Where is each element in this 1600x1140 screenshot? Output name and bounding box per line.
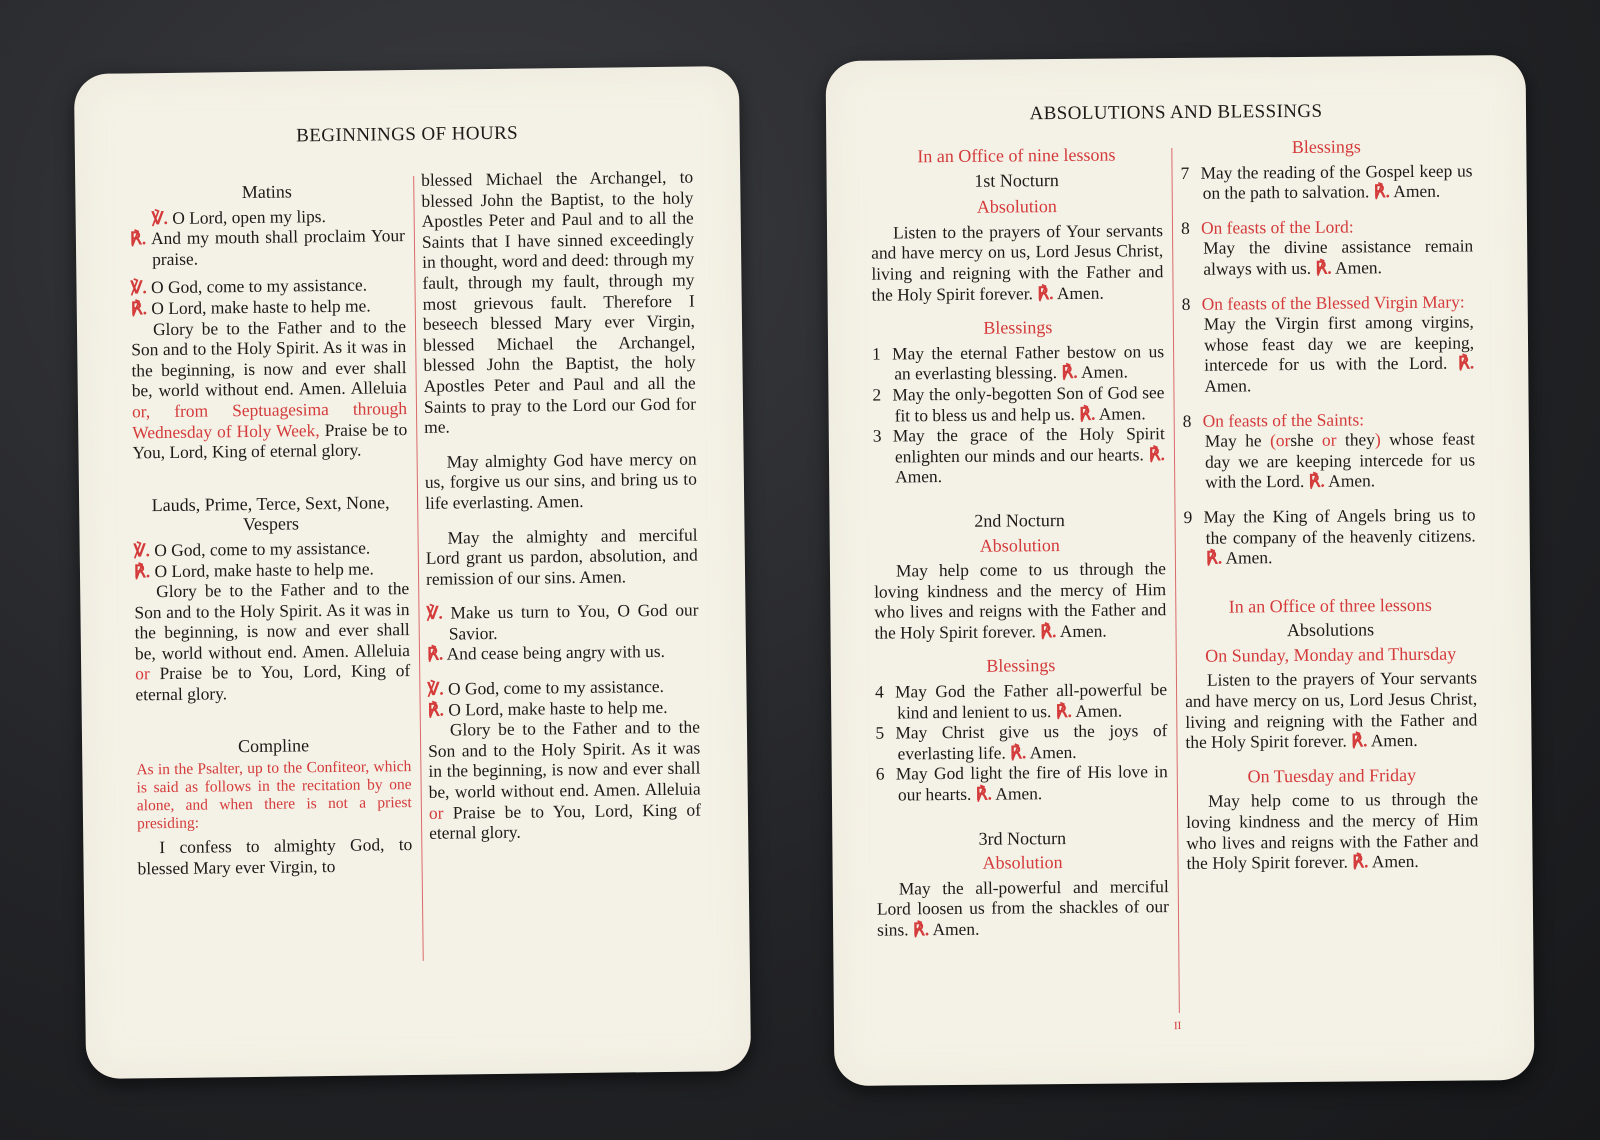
blessing-rubric: 8 On feasts of the Blessed Virgin Mary: (1181, 291, 1465, 314)
blessing-item: 1 May the eternal Father bestow on us an everlasting blessing. ℟. Amen. (872, 340, 1165, 384)
page-number: II (1173, 1020, 1182, 1033)
heading-nocturn-2: 2nd Nocturn (974, 509, 1065, 531)
blessing-item: 4 May God the Father all-powerful be kind and lenient to us. ℟. Amen. (874, 679, 1168, 723)
glory-be-text: Glory be to the Father and to the Son and to the Holy Spirit. As it was in the beginning, is now and ever shall be, world without end. Amen. Alleluia or, from Septuagesima through Wednesday of Holy Week, Praise be to You, Lord, King of eternal glory. (131, 315, 408, 463)
blessing-rubric: 8 On feasts of the Saints: (1182, 408, 1365, 431)
confiteor-continued: blessed Michael the Archangel, to blessed John the Baptist, to the holy Apostles Peter and Paul and to all the Saints that I have sinned exceedingly in thought, word and deed: through my fault, through my fault, through my most grievous fault. Therefore I beseech blessed Mary ever Virgin, blessed Michael the Archangel, blessed John the Baptist, the holy Apostles Peter and Paul and all the Saints to pray to the Lord our God for me. (421, 166, 697, 437)
left-column (129, 170, 413, 879)
absolution-text: Listen to the prayers of Your servants and have mercy on us, Lord Jesus Christ, living and reigning with the Father and the Holy Spirit forever. ℟. Amen. (871, 219, 1164, 305)
versicle: ℣. O God, come to my assistance. (130, 274, 368, 298)
absolution-text: May the all-powerful and merciful Lord loosen us from the shackles of our sins. ℟. Amen. (876, 875, 1170, 940)
rubric-note: As in the Psalter, up to the Confiteor, which is said as follows in the recitation by one alone, and when there is not a priest presiding: (136, 758, 412, 833)
heading-compline: Compline (237, 734, 310, 756)
right-column (1180, 135, 1478, 873)
absolution-text: May help come to us through the loving kindness and the mercy of Him who lives and reigns with the Father and the Holy Spirit forever. ℟. Amen. (1186, 788, 1479, 874)
heading-nocturn-1: 1st Nocturn (974, 169, 1059, 191)
blessing-item: 6 May God light the fire of His love in our hearts. ℟. Amen. (875, 761, 1168, 805)
blessing-item: 9 May the King of Angels bring us to the company of the heavenly citizens. ℟. Amen. (1183, 504, 1476, 568)
heading-matins: Matins (241, 181, 292, 203)
heading-tuesday-friday: On Tuesday and Friday (1247, 764, 1417, 787)
heading-lauds: Lauds, Prime, Terce, Sext, None, Vespers (151, 491, 390, 535)
versicle: ℣. O Lord, open my lips. (151, 205, 326, 228)
left-column (870, 138, 1169, 940)
heading-blessings: Blessings (986, 655, 1056, 677)
versicle: ℣. O God, come to my assistance. (133, 537, 371, 561)
response: ℟. O Lord, make haste to help me. (133, 557, 374, 581)
response: ℟. O Lord, make haste to help me. (130, 295, 371, 319)
blessing-item: 7 May the reading of the Gospel keep us on the path to salvation. ℟. Amen. (1180, 160, 1473, 203)
indulgentiam-text: May the almighty and merciful Lord grant us pardon, absolution, and remission of our sins. Amen. (425, 524, 698, 589)
heading-nine-lessons: In an Office of nine lessons (917, 144, 1116, 167)
heading-absolution: Absolution (979, 534, 1060, 556)
versicle: ℣. O God, come to my assistance. (427, 676, 665, 699)
blessing-item: 3 May the grace of the Holy Spirit enlighten our minds and our hearts. ℟. Amen. (872, 423, 1166, 487)
versicle: ℣. Make us turn to You, O God our Savior. (426, 599, 699, 644)
blessing-item: May the Virgin first among virgins, whose feast day we are keeping, intercede for us with the Lord. ℟. Amen. (1203, 311, 1475, 396)
heading-sunday-monday-thursday: On Sunday, Monday and Thursday (1205, 643, 1457, 666)
heading-three-lessons: In an Office of three lessons (1228, 594, 1432, 617)
card-title: BEGINNINGS OF HOURS (296, 122, 519, 147)
card-beginnings-of-hours (74, 66, 751, 1079)
blessing-item: May he (orshe or they) whose feast day we are keeping intercede for us with the Lord. ℟. Amen. (1204, 428, 1476, 493)
absolution-text: May help come to us through the loving kindness and the mercy of Him who lives and reigns with the Father and the Holy Spirit forever. ℟. Amen. (874, 558, 1167, 643)
heading-blessings: Blessings (1291, 136, 1361, 158)
blessing-item: May the divine assistance remain always with us. ℟. Amen. (1203, 235, 1474, 279)
heading-blessings: Blessings (983, 317, 1053, 338)
column-divider (1171, 148, 1180, 1013)
response: ℟. And cease being angry with us. (426, 641, 666, 665)
blessing-rubric: 8 On feasts of the Lord: (1180, 216, 1354, 238)
response: ℟. And my mouth shall proclaim Your praise. (129, 225, 406, 269)
glory-be-text: Glory be to the Father and to the Son and to the Holy Spirit. As it was in the beginning, is now and ever shall be, world without end. Amen. Alleluia or Praise be to You, Lord, King of eternal glory. (134, 578, 411, 705)
absolution-text: Listen to the prayers of Your servants and have mercy on us, Lord Jesus Christ, living and reigning with the Father and the Holy Spirit forever. ℟. Amen. (1185, 667, 1478, 753)
heading-nocturn-3: 3rd Nocturn (978, 827, 1067, 849)
heading-absolutions: Absolutions (1286, 619, 1375, 641)
heading-absolution: Absolution (982, 852, 1063, 873)
heading-absolution: Absolution (976, 196, 1057, 217)
confiteor-start: I confess to almighty God, to blessed Mary ever Virgin, to (137, 834, 413, 879)
card-absolutions-and-blessings (826, 55, 1535, 1086)
misereatur-text: May almighty God have mercy on us, forgive us our sins, and bring us to life everlasting. Amen. (424, 448, 697, 513)
right-column (421, 167, 701, 844)
card-title: ABSOLUTIONS AND BLESSINGS (1029, 100, 1323, 125)
glory-be-text: Glory be to the Father and to the Son and to the Holy Spirit. As it was in the beginning, is now and ever shall be, world without end. Amen. Alleluia or Praise be to You, Lord, King of eternal glory. (428, 716, 702, 844)
blessing-item: 5 May Christ give us the joys of everlasting life. ℟. Amen. (875, 720, 1168, 764)
response: ℟. O Lord, make haste to help me. (427, 696, 668, 720)
blessing-item: 2 May the only-begotten Son of God see fit to bless us and help us. ℟. Amen. (872, 382, 1165, 426)
